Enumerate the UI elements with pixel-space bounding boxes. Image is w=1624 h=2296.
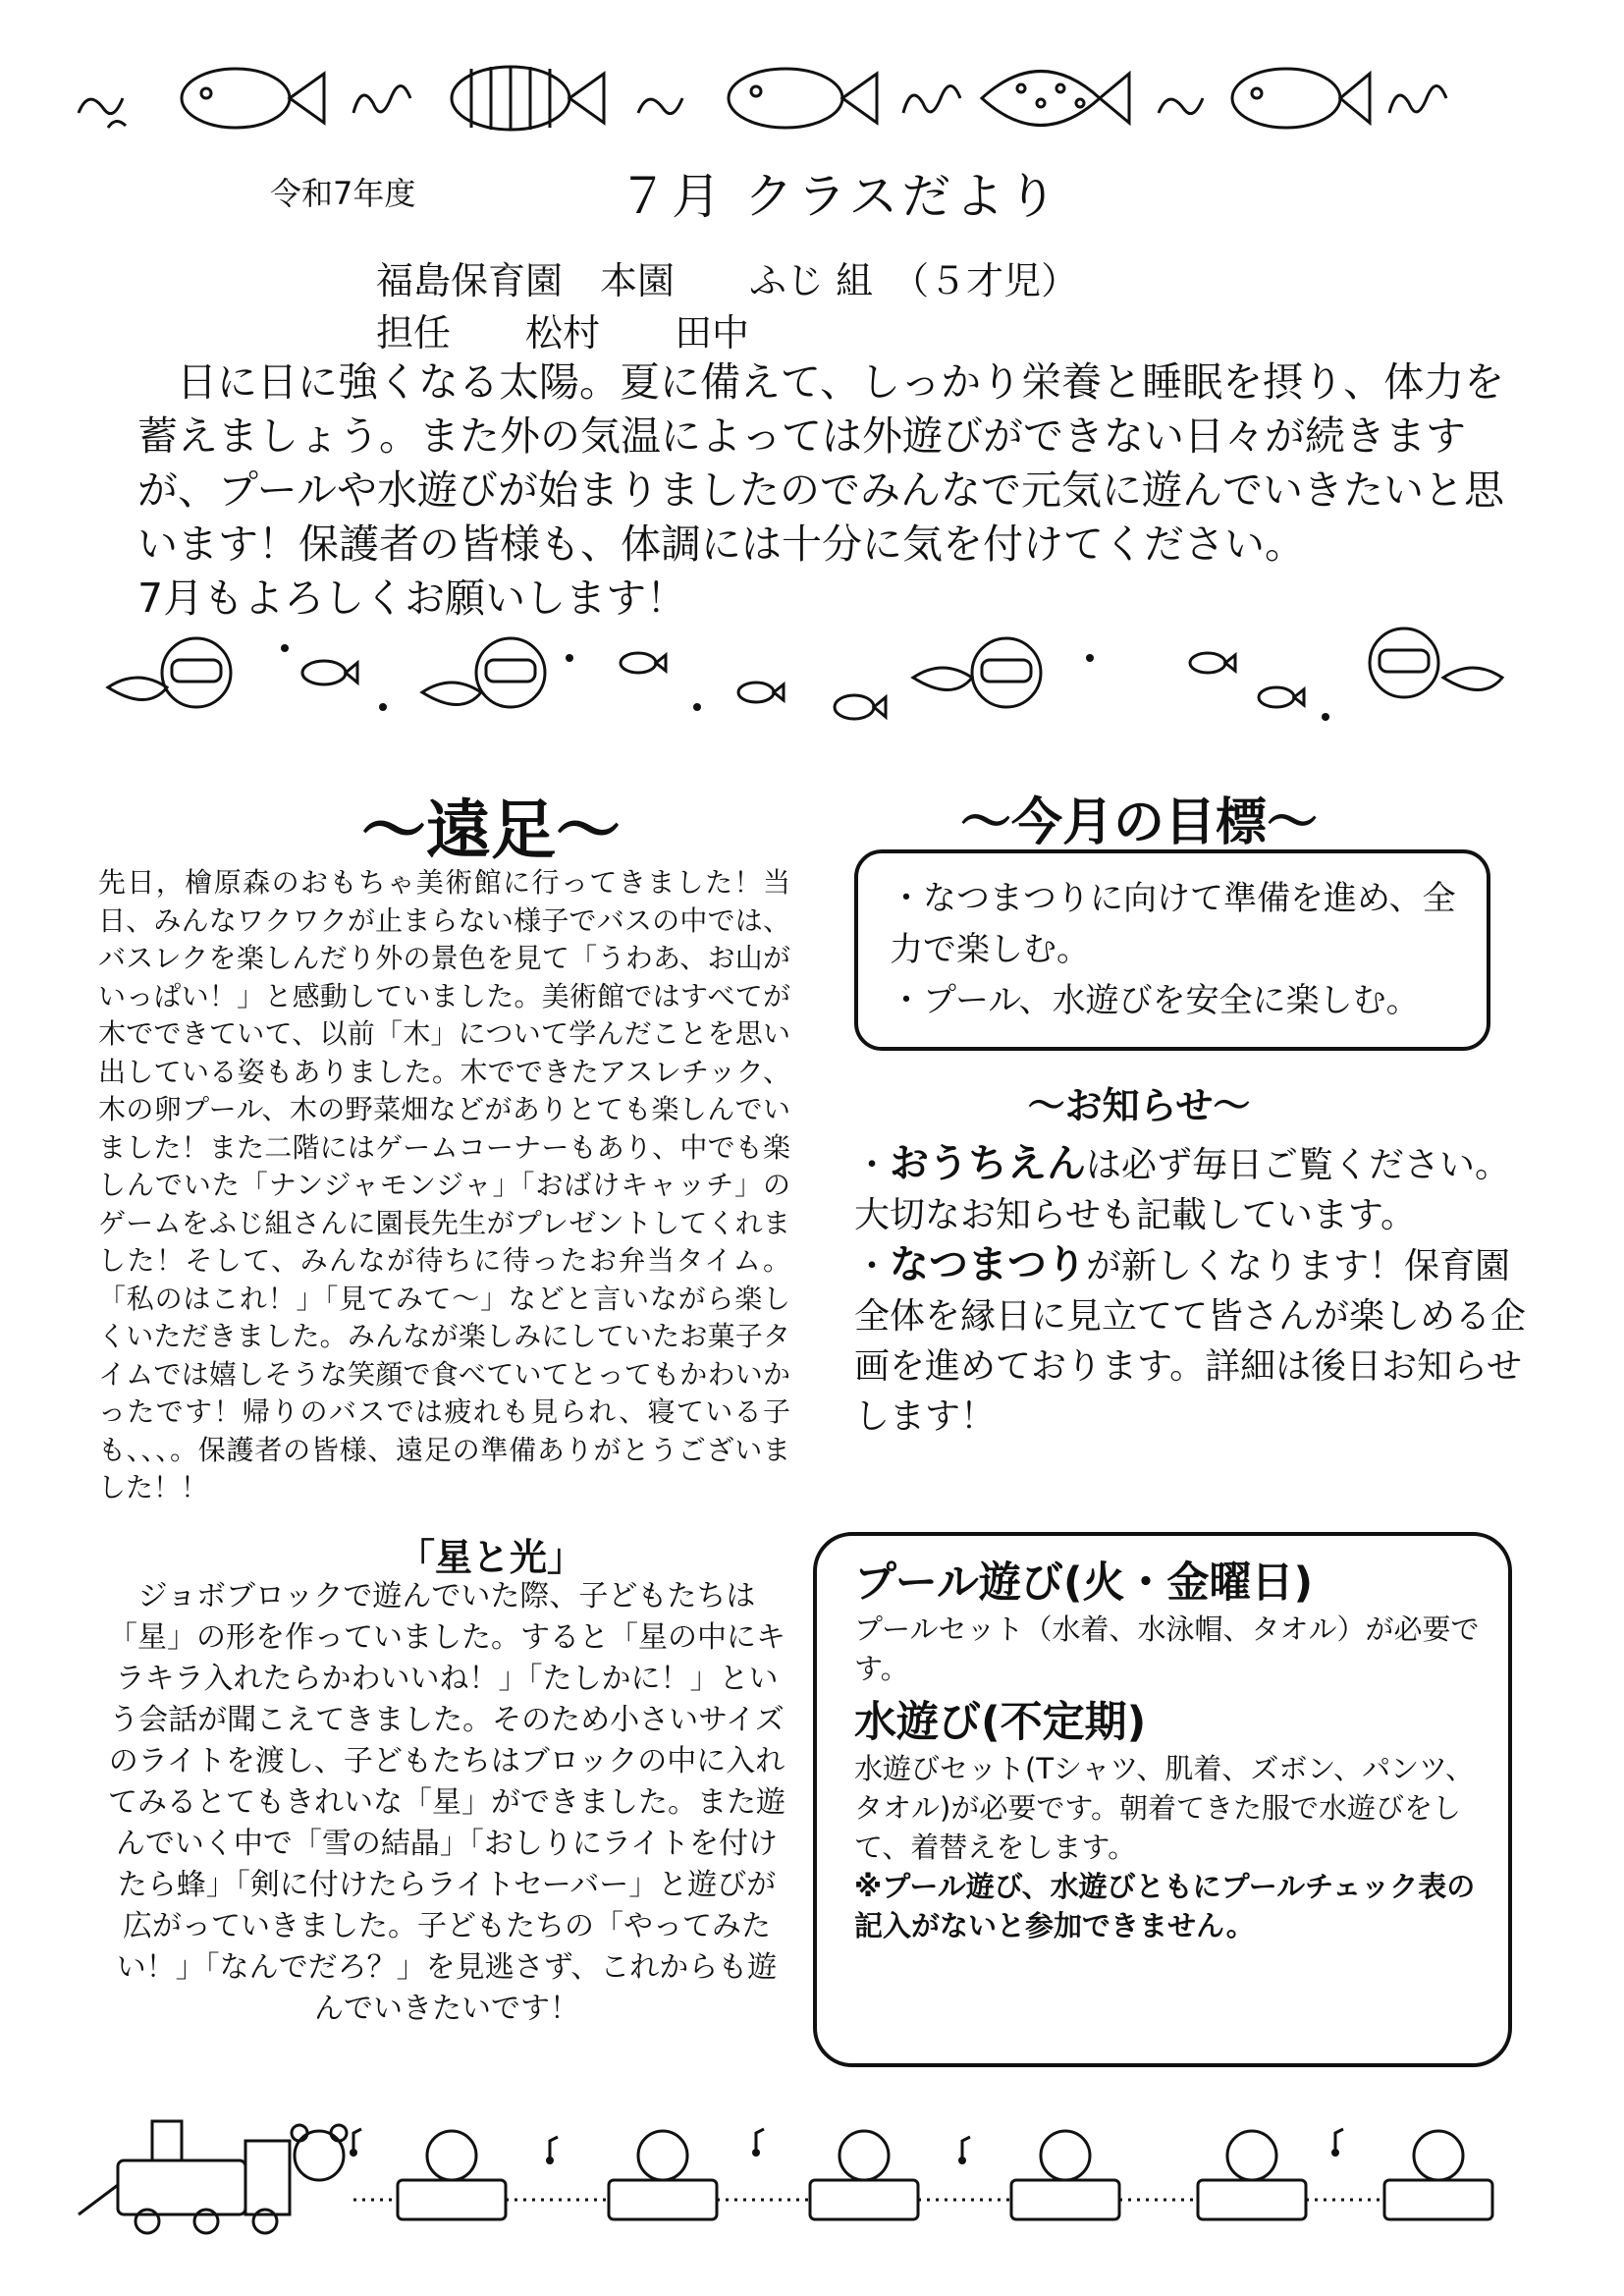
water-play-heading: 水遊び(不定期) — [854, 1698, 1147, 1747]
train-car-icon — [1384, 2131, 1492, 2219]
goal-item: ・なつまつりに向けて準備を進め、全力で楽しむ。 — [890, 879, 1456, 969]
hoshi-report: ジョボブロックで遊んでいた際、子どもたちは「星」の形を作っていました。すると「星の中にキラキラ入れたらかわいいね！」「たしかに！」という会話が聞こえてきました。そのため小さいサイズのライトを渡し、子どもたちはブロックの中に入れてみるとてもきれいな「星」ができました。また遊んでいく中で「雪の結晶」「おしりにライトを付けたら蜂」「剣に付けたらライトセーバー」と遊びが広がっていきました。子どもたちの「やってみたい！」「なんでだろ？」を見逃さず、これからも遊んでいきたいです！ — [108, 1579, 785, 2026]
diver-icon — [108, 638, 231, 707]
small-fish-icon — [835, 695, 886, 719]
fiscal-year: 令和7年度 — [270, 175, 416, 212]
pool-heading: プール遊び(火・金曜日) — [854, 1558, 1314, 1608]
newsletter-title: ７月 クラスだより — [619, 168, 1061, 225]
intro-paragraph: 日に日に強くなる太陽。夏に備えて、しっかり栄養と睡眠を摂り、体力を蓄えましょう。また外の気温によっては外遊びができない日々が続きますが、プールや水遊びが始まりましたのでみんなで元気に遊んでいきたいと思います！保護者の皆様も、体調には十分に気を付けてください。 — [137, 358, 1505, 568]
intro-closing: 7月もよろしくお願いします！ — [137, 574, 687, 622]
hoshi-title: 「星と光」 — [397, 1536, 584, 1579]
fish-icon — [982, 72, 1129, 126]
diver-icon — [913, 638, 1041, 707]
fish-icon — [1232, 69, 1370, 128]
notice-keyword: おうちえん — [890, 1141, 1087, 1186]
small-fish-icon — [621, 653, 666, 673]
notice-keyword: なつまつり — [890, 1242, 1087, 1287]
middle-diver-border — [88, 619, 1532, 737]
water-play-requirements: 水遊びセット(Tシャツ、肌着、ズボン、パンツ、タオル)が必要です。朝着てきた服で水遊びをして、着替えをします。 — [854, 1752, 1475, 1864]
notice-list — [854, 1139, 1542, 1442]
small-fish-icon — [302, 661, 357, 684]
monthly-goal-title: ～今月の目標～ — [959, 793, 1318, 852]
train-car-icon — [398, 2131, 506, 2219]
goal-item: ・プール、水遊びを安全に楽しむ。 — [890, 981, 1420, 1020]
bottom-train-border — [59, 2111, 1512, 2239]
intro-message — [137, 355, 1532, 626]
notice-item: ・おうちえんは必ず毎日ご覧ください。大切なお知らせも記載しています。 — [854, 1141, 1511, 1235]
monthly-goal-box — [854, 849, 1490, 1051]
small-fish-icon — [738, 683, 784, 702]
diver-icon — [422, 638, 545, 707]
pool-requirements: プールセット（水着、水泳帽、タオル）が必要です。 — [854, 1613, 1480, 1685]
ensoku-report: 先日，檜原森のおもちゃ美術館に行ってきました！当日、みんなワクワクが止まらない様子でバスの中では、バスレクを楽しんだり外の景色を見て「うわあ、お山がいっぱい！」と感動していました。美術館ではすべてが木でできていて、以前「木」について学んだことを思い出している姿もありました。木でできたアスレチック、木の卵プール、木の野菜畑などがありとても楽しんでいました！また二階にはゲームコーナーもあり、中でも楽しんでいた「ナンジャモンジャ」「おばけキャッチ」のゲームをふじ組さんに園長先生がプレゼントしてくれました！そして、みんなが待ちに待ったお弁当タイム。「私のはこれ！」「見てみて～」などと言いながら楽しくいただきました。みんなが楽しみにしていたお菓子タイムでは嬉しそうな笑顔で食べていてとってもかわいかったです！帰りのバスでは疲れも見られ、寝ている子も、、、。保護者の皆様、遠足の準備ありがとうございました！！ — [98, 866, 790, 1503]
train-car-icon — [1011, 2131, 1119, 2219]
small-fish-icon — [1259, 687, 1304, 707]
notice-title: ～お知らせ～ — [1027, 1084, 1251, 1127]
top-fish-border — [69, 44, 1492, 152]
train-car-icon — [609, 2131, 717, 2219]
fish-icon — [182, 69, 324, 128]
pool-checklist-note: ※プール遊び、水遊びともにプールチェック表の記入がないと参加できません。 — [854, 1870, 1476, 1942]
train-car-icon — [1198, 2131, 1306, 2219]
teacher-info: 担任 松村 田中 — [376, 311, 750, 355]
class-info: 福島保育園 本園 ふじ 組 （５才児） — [376, 259, 1079, 302]
train-car-icon — [810, 2131, 918, 2219]
small-fish-icon — [1190, 653, 1235, 673]
bear-icon — [292, 2125, 347, 2180]
diver-icon — [1370, 629, 1502, 697]
fish-icon — [452, 67, 604, 130]
train-engine-icon — [79, 2121, 290, 2233]
notice-item: ・なつまつりが新しくなります！保育園全体を縁日に見立てて皆さんが楽しめる企画を進めております。詳細は後日お知らせします！ — [854, 1242, 1527, 1437]
ensoku-title: ～遠足～ — [361, 793, 621, 868]
pool-info-content — [854, 1557, 1483, 1945]
fish-icon — [729, 69, 877, 128]
